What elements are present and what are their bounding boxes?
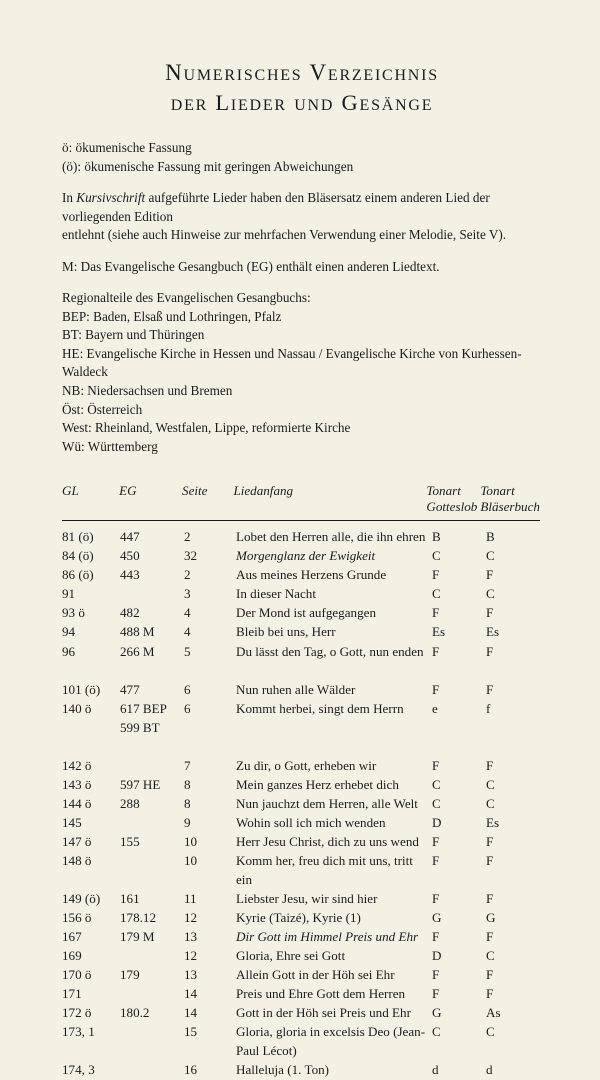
- column-header-tonart-blaeserbuch: [480, 483, 540, 518]
- cell-seite: 6: [184, 681, 191, 697]
- cell-gl: 91: [62, 586, 76, 602]
- cell-gl: [62, 718, 120, 737]
- cell-eg: 178.12: [120, 910, 157, 926]
- cell-gl: 93 ö: [62, 605, 85, 621]
- cell-liedanfang: Der Mond ist aufgegangen: [236, 605, 376, 621]
- note-kursiv-pre: In: [62, 190, 77, 206]
- cell-gl: 172 ö: [62, 1005, 92, 1021]
- cell-liedanfang: Kyrie (Taizé), Kyrie (1): [236, 910, 361, 926]
- cell-tonart-gotteslob: F: [432, 757, 440, 773]
- cell-tonart-blaeserbuch: F: [486, 833, 494, 849]
- cell-seite: [184, 718, 236, 737]
- cell-eg: 488 M: [120, 624, 155, 640]
- cell-tonart-blaeserbuch: d: [486, 1062, 493, 1078]
- regional-heading: Regionalteile des Evangelischen Gesangbuchs:: [62, 290, 311, 306]
- table-row: [62, 927, 540, 946]
- cell-liedanfang: Herr Jesu Christ, dich zu uns wend: [236, 833, 419, 849]
- cell-liedanfang: In dieser Nacht: [236, 586, 316, 602]
- table-row: [62, 622, 540, 641]
- cell-seite: 10: [184, 852, 198, 868]
- cell-gl: 170 ö: [62, 967, 92, 983]
- cell-liedanfang: Komm her, freu dich mit uns, tritt ein: [236, 852, 413, 887]
- cell-tonart-gotteslob: G: [432, 910, 442, 926]
- cell-gl: 156 ö: [62, 910, 92, 926]
- column-header-tonart-blaeserbuch-line1: Tonart: [480, 482, 515, 498]
- cell-seite: 12: [184, 910, 198, 926]
- cell-tonart-blaeserbuch: C: [486, 548, 495, 564]
- cell-gl: 174, 3: [62, 1062, 95, 1078]
- cell-liedanfang: Preis und Ehre Gott dem Herren: [236, 986, 406, 1002]
- cell-seite: 9: [184, 814, 191, 830]
- cell-gl: 167: [62, 929, 82, 945]
- note-kursivschrift-line2: entlehnt (siehe auch Hinweise zur mehrfachen Verwendung einer Melodie, Seite V).: [62, 227, 507, 243]
- cell-eg: 443: [120, 567, 140, 583]
- cell-eg: 477: [120, 681, 140, 697]
- cell-seite: 13: [184, 967, 198, 983]
- cell-eg: 155: [120, 833, 140, 849]
- cell-liedanfang: Bleib bei uns, Herr: [236, 624, 336, 640]
- cell-eg: 288: [120, 795, 140, 811]
- cell-seite: 10: [184, 833, 198, 849]
- cell-tonart-gotteslob: F: [432, 833, 440, 849]
- column-header-gl: GL: [62, 482, 79, 498]
- cell-tonart-blaeserbuch: F: [486, 757, 494, 773]
- cell-eg: [120, 584, 184, 603]
- cell-eg: [120, 946, 184, 965]
- cell-tonart-blaeserbuch: C: [486, 795, 495, 811]
- table-row: [62, 794, 540, 813]
- cell-liedanfang: Kommt herbei, singt dem Herrn: [236, 700, 404, 716]
- cell-tonart-gotteslob: [432, 718, 486, 737]
- cell-seite: 8: [184, 795, 191, 811]
- column-header-eg: EG: [119, 482, 137, 498]
- cell-gl: 94: [62, 624, 76, 640]
- cell-seite: 12: [184, 948, 198, 964]
- table-row: [62, 946, 540, 965]
- table-row: [62, 832, 540, 851]
- cell-eg: 597 HE: [120, 776, 161, 792]
- cell-tonart-blaeserbuch: C: [486, 1024, 495, 1040]
- cell-eg: [120, 1022, 184, 1060]
- regional-item-nb: NB: Niedersachsen und Bremen: [62, 383, 233, 399]
- note-kursiv-emphasis: Kursivschrift: [76, 190, 146, 206]
- table-row: [62, 965, 540, 984]
- regional-item-oest: Öst: Österreich: [62, 401, 143, 417]
- cell-tonart-gotteslob: D: [432, 814, 442, 830]
- cell-tonart-gotteslob: G: [432, 1005, 442, 1021]
- cell-seite: 3: [184, 586, 191, 602]
- song-index-body: [62, 527, 540, 1079]
- cell-liedanfang: Du lässt den Tag, o Gott, nun enden: [236, 643, 424, 659]
- cell-gl: 86 (ö): [62, 567, 94, 583]
- cell-gl: 171: [62, 986, 82, 1002]
- cell-tonart-blaeserbuch: Es: [486, 814, 500, 830]
- cell-gl: 142 ö: [62, 757, 92, 773]
- cell-tonart-blaeserbuch: Es: [486, 624, 500, 640]
- cell-tonart-blaeserbuch: F: [486, 567, 494, 583]
- table-row: [62, 546, 540, 565]
- regional-item-bep: BEP: Baden, Elsaß und Lothringen, Pfalz: [62, 308, 282, 324]
- cell-seite: 11: [184, 891, 197, 907]
- column-header-tonart-gotteslob-line1: Tonart: [426, 482, 461, 498]
- cell-gl: 147 ö: [62, 833, 92, 849]
- cell-tonart-blaeserbuch: F: [486, 605, 494, 621]
- page-title-line-2: der Lieder und Gesänge: [170, 89, 434, 115]
- column-header-tonart-gotteslob-line2: Gotteslob: [426, 498, 478, 514]
- header-divider: [62, 520, 540, 521]
- cell-seite: 5: [184, 643, 191, 659]
- table-row: [62, 1003, 540, 1022]
- note-kursivschrift: [62, 189, 542, 226]
- cell-liedanfang: Gott in der Höh sei Preis und Ehr: [236, 1005, 411, 1021]
- cell-tonart-gotteslob: C: [432, 1024, 441, 1040]
- cell-liedanfang: Lobet den Herren alle, die ihn ehren: [236, 529, 426, 545]
- cell-liedanfang: Gloria, gloria in excelsis Deo (Jean-Paul Lécot): [236, 1024, 426, 1059]
- cell-seite: 8: [184, 776, 191, 792]
- cell-seite: 14: [184, 1005, 198, 1021]
- cell-tonart-gotteslob: F: [432, 681, 440, 697]
- cell-gl: 148 ö: [62, 852, 92, 868]
- cell-tonart-gotteslob: F: [432, 986, 440, 1002]
- page-title-line-1: Numerisches Verzeichnis: [165, 60, 439, 85]
- cell-gl: 173, 1: [62, 1024, 95, 1040]
- note-oekumenisch: ö: ökumenische Fassung: [62, 140, 192, 156]
- cell-tonart-gotteslob: C: [432, 548, 441, 564]
- cell-seite: 32: [184, 548, 198, 564]
- table-row: [62, 1060, 540, 1079]
- cell-tonart-blaeserbuch: G: [486, 910, 496, 926]
- table-row: [62, 565, 540, 584]
- cell-gl: 144 ö: [62, 795, 92, 811]
- table-row: [62, 584, 540, 603]
- cell-tonart-gotteslob: F: [432, 929, 440, 945]
- cell-tonart-blaeserbuch: As: [486, 1005, 501, 1021]
- regional-item-bt: BT: Bayern und Thüringen: [62, 327, 205, 343]
- cell-tonart-blaeserbuch: F: [486, 929, 494, 945]
- cell-eg: 161: [120, 891, 140, 907]
- table-row: [62, 642, 540, 661]
- table-row: [62, 775, 540, 794]
- regional-item-he: HE: Evangelische Kirche in Hessen und Nassau / Evangelische Kirche von Kurhessen-Waldeck: [62, 345, 522, 380]
- table-group-spacer: [62, 737, 540, 756]
- cell-gl: 143 ö: [62, 776, 92, 792]
- table-group-spacer: [62, 661, 540, 680]
- song-index-table: [62, 483, 540, 518]
- legend-notes: [62, 139, 542, 276]
- table-row: [62, 851, 540, 889]
- table-row: [62, 756, 540, 775]
- note-kursiv-post: aufgeführte Lieder haben den Bläsersatz einem anderen Lied der vorliegenden Edition: [62, 190, 490, 224]
- cell-tonart-blaeserbuch: F: [486, 643, 494, 659]
- cell-tonart-gotteslob: e: [432, 700, 438, 716]
- cell-tonart-blaeserbuch: C: [486, 948, 495, 964]
- cell-eg: 450: [120, 548, 140, 564]
- table-row: [62, 908, 540, 927]
- cell-seite: 13: [184, 929, 198, 945]
- regional-section: [62, 289, 542, 456]
- cell-eg: 599 BT: [120, 719, 160, 735]
- cell-seite: 2: [184, 567, 191, 583]
- cell-seite: 2: [184, 529, 191, 545]
- page-content: [62, 58, 542, 1080]
- cell-gl: 140 ö: [62, 700, 92, 716]
- note-oekumenisch-abweichung: (ö): ökumenische Fassung mit geringen Abweichungen: [62, 158, 354, 174]
- table-row: [62, 527, 540, 546]
- page-title: [62, 58, 542, 117]
- cell-tonart-gotteslob: F: [432, 967, 440, 983]
- cell-tonart-blaeserbuch: F: [486, 986, 494, 1002]
- cell-tonart-gotteslob: D: [432, 948, 442, 964]
- cell-gl: 84 (ö): [62, 548, 94, 564]
- cell-eg: [120, 813, 184, 832]
- cell-tonart-gotteslob: d: [432, 1062, 439, 1078]
- table-row: [62, 718, 540, 737]
- song-rows: [62, 527, 540, 1079]
- cell-tonart-gotteslob: F: [432, 643, 440, 659]
- table-row: [62, 699, 540, 718]
- cell-gl: 169: [62, 948, 82, 964]
- cell-tonart-gotteslob: Es: [432, 624, 446, 640]
- cell-gl: 149 (ö): [62, 891, 101, 907]
- cell-tonart-gotteslob: C: [432, 776, 441, 792]
- cell-tonart-blaeserbuch: f: [486, 700, 491, 716]
- cell-tonart-blaeserbuch: F: [486, 681, 494, 697]
- note-liedtext: M: Das Evangelische Gesangbuch (EG) enthält einen anderen Liedtext.: [62, 258, 440, 274]
- cell-seite: 7: [184, 757, 191, 773]
- cell-tonart-blaeserbuch: C: [486, 586, 495, 602]
- table-row: [62, 813, 540, 832]
- cell-liedanfang: Nun ruhen alle Wälder: [236, 681, 356, 697]
- cell-seite: 4: [184, 624, 191, 640]
- regional-item-wue: Wü: Württemberg: [62, 438, 158, 454]
- cell-seite: 6: [184, 700, 191, 716]
- cell-seite: 4: [184, 605, 191, 621]
- cell-eg: 180.2: [120, 1005, 150, 1021]
- cell-seite: 14: [184, 986, 198, 1002]
- cell-gl: 145: [62, 814, 82, 830]
- cell-liedanfang: Mein ganzes Herz erhebet dich: [236, 776, 399, 792]
- cell-tonart-gotteslob: C: [432, 795, 441, 811]
- cell-tonart-gotteslob: F: [432, 852, 440, 868]
- cell-eg: 179: [120, 967, 140, 983]
- cell-eg: 266 M: [120, 643, 155, 659]
- cell-seite: 16: [184, 1062, 198, 1078]
- column-header-tonart-blaeserbuch-line2: Bläserbuch: [480, 498, 540, 514]
- column-header-liedanfang: Liedanfang: [233, 482, 294, 498]
- cell-tonart-blaeserbuch: B: [486, 529, 495, 545]
- cell-eg: 179 M: [120, 929, 155, 945]
- cell-liedanfang: Nun jauchzt dem Herren, alle Welt: [236, 795, 418, 811]
- cell-liedanfang: Aus meines Herzens Grunde: [236, 567, 387, 583]
- table-row: [62, 603, 540, 622]
- cell-liedanfang: Halleluja (1. Ton): [236, 1062, 330, 1078]
- cell-liedanfang: Morgenglanz der Ewigkeit: [236, 548, 376, 564]
- cell-eg: 482: [120, 605, 140, 621]
- cell-tonart-blaeserbuch: F: [486, 967, 494, 983]
- cell-tonart-gotteslob: F: [432, 605, 440, 621]
- cell-tonart-gotteslob: F: [432, 891, 440, 907]
- cell-tonart-blaeserbuch: F: [486, 891, 494, 907]
- cell-liedanfang: [236, 718, 432, 737]
- cell-gl: 101 (ö): [62, 681, 101, 697]
- table-row: [62, 680, 540, 699]
- table-row: [62, 1022, 540, 1060]
- cell-liedanfang: Liebster Jesu, wir sind hier: [236, 891, 378, 907]
- cell-eg: 447: [120, 529, 140, 545]
- cell-tonart-blaeserbuch: [486, 718, 540, 737]
- cell-eg: [120, 851, 184, 889]
- cell-eg: [120, 984, 184, 1003]
- table-header: [62, 483, 540, 518]
- cell-liedanfang: Gloria, Ehre sei Gott: [236, 948, 346, 964]
- table-row: [62, 984, 540, 1003]
- cell-tonart-blaeserbuch: C: [486, 776, 495, 792]
- cell-eg: 617 BEP: [120, 700, 167, 716]
- cell-gl: 96: [62, 643, 76, 659]
- cell-liedanfang: Wohin soll ich mich wenden: [236, 814, 386, 830]
- cell-liedanfang: Dir Gott im Himmel Preis und Ehr: [236, 929, 419, 945]
- cell-seite: 15: [184, 1024, 198, 1040]
- regional-item-west: West: Rheinland, Westfalen, Lippe, reformierte Kirche: [62, 420, 351, 436]
- cell-tonart-blaeserbuch: F: [486, 852, 494, 868]
- cell-liedanfang: Zu dir, o Gott, erheben wir: [236, 757, 377, 773]
- column-header-seite: Seite: [182, 482, 208, 498]
- cell-liedanfang: Allein Gott in der Höh sei Ehr: [236, 967, 395, 983]
- cell-tonart-gotteslob: F: [432, 567, 440, 583]
- cell-eg: [120, 1060, 184, 1079]
- cell-gl: 81 (ö): [62, 529, 94, 545]
- cell-tonart-gotteslob: C: [432, 586, 441, 602]
- column-header-tonart-gotteslob: [426, 483, 480, 518]
- cell-eg: [120, 756, 184, 775]
- cell-tonart-gotteslob: B: [432, 529, 441, 545]
- table-row: [62, 889, 540, 908]
